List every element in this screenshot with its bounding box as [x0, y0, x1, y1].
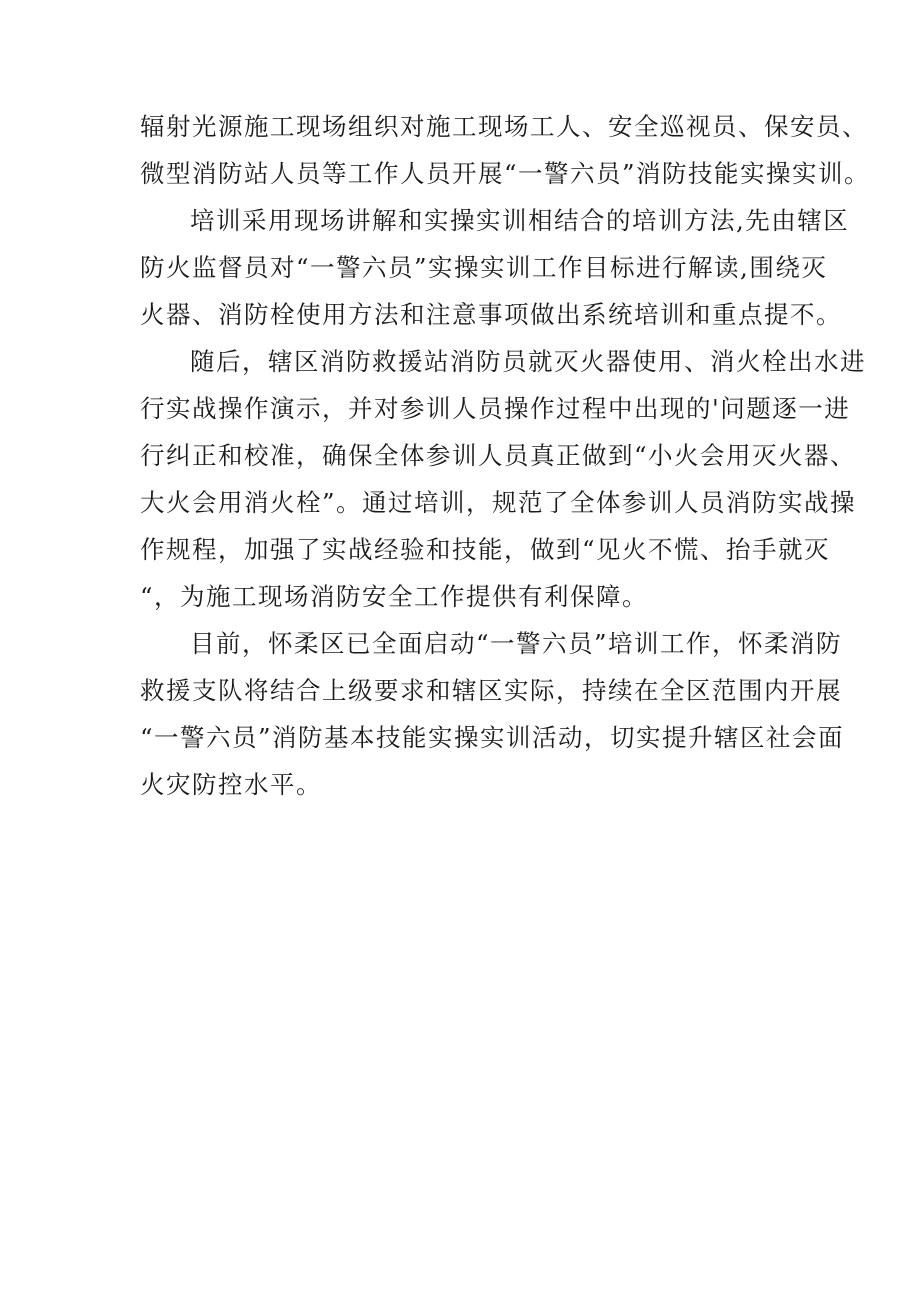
text-line: 行实战操作演示，并对参训人员操作过程中出现的'问题逐一进 — [140, 394, 851, 423]
text-line: 培训采用现场讲解和实操实训相结合的培训方法,先由辖区 — [190, 206, 850, 235]
text-line: 火灾防控水平。 — [140, 770, 322, 799]
text-line: 随后，辖区消防救援站消防员就灭火器使用、消火栓出水进 — [190, 347, 866, 376]
text-line: 救援支队将结合上级要求和辖区实际，持续在全区范围内开展 — [140, 676, 842, 705]
text-line: 目前，怀柔区已全面启动“一警六员”培训工作，怀柔消防 — [190, 629, 843, 658]
text-line: 辐射光源施工现场组织对施工现场工人、安全巡视员、保安员、 — [140, 112, 868, 141]
text-line: 火器、消防栓使用方法和注意事项做出系统培训和重点提不。 — [140, 300, 842, 329]
text-line: 大火会用消火栓”。通过培训，规范了全体参训人员消防实战操 — [140, 488, 857, 517]
text-line: 行纠正和校准，确保全体参训人员真正做到“小火会用灭火器、 — [140, 441, 857, 470]
text-line: “，为施工现场消防安全工作提供有利保障。 — [140, 582, 649, 611]
text-line: 微型消防站人员等工作人员开展“一警六员”消防技能实操实训。 — [140, 159, 871, 188]
text-line: 作规程，加强了实战经验和技能，做到“见火不慌、抬手就灭 — [140, 535, 831, 564]
article-body — [140, 103, 871, 808]
text-line: “一警六员”消防基本技能实操实训活动，切实提升辖区社会面 — [140, 723, 845, 752]
text-line: 防火监督员对“一警六员”实操实训工作目标进行解读,围绕灭 — [140, 253, 828, 282]
